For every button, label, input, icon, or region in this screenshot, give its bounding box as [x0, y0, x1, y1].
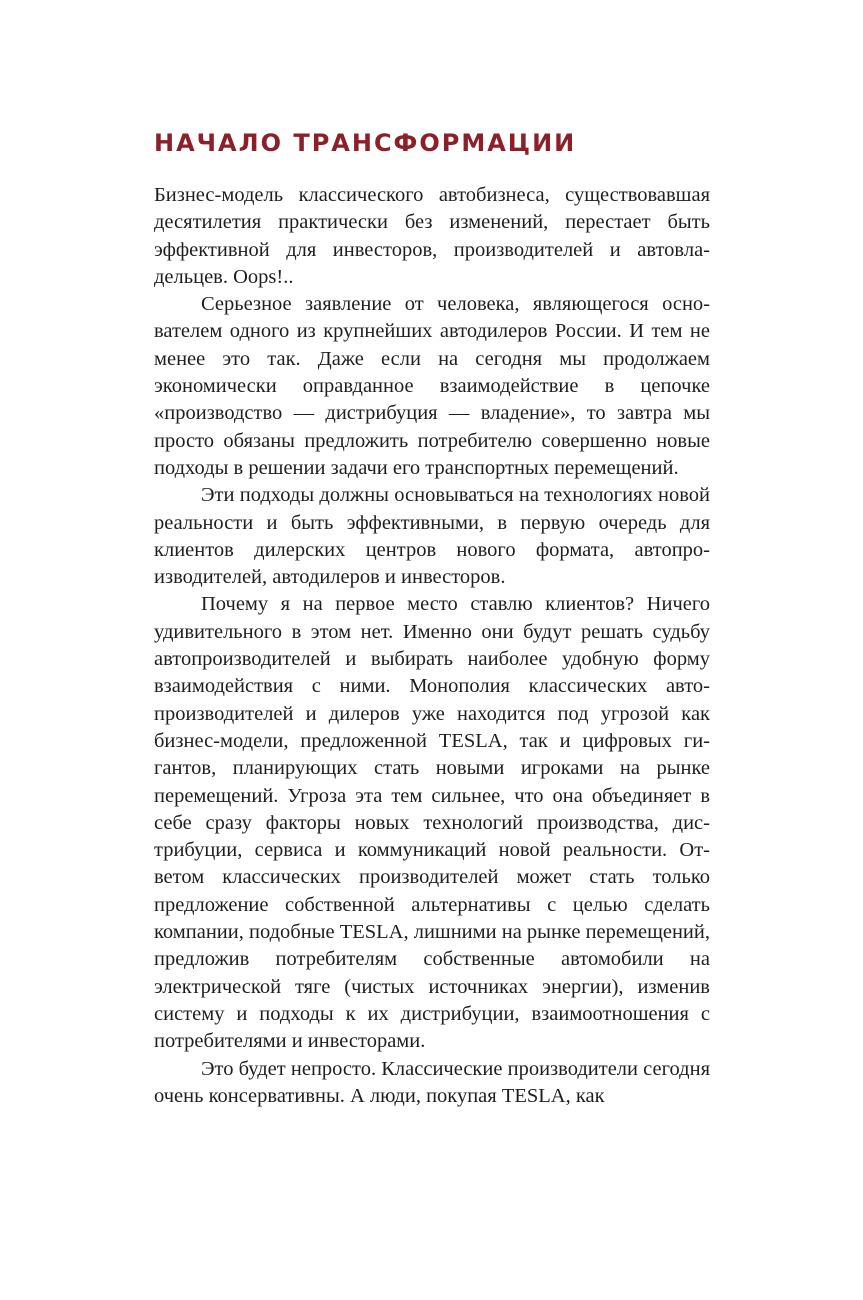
paragraph-2: Серьезное заявление от человека, являющегося основателем одного из крупнейших автодилеров России. И тем не менее это так. Даже если на сегодня мы продолжаем экономически оправданное взаимодействие в цепочке «производство — дистрибуция — владение», то завтра мы просто обязаны предложить потребителю совершенно новые подходы в решении задачи его транспортных перемещений.: [154, 293, 710, 479]
paragraph-5: Это будет непросто. Классические производители сегодня очень консервативны. А люди, покупая TESLA, как: [154, 1057, 710, 1107]
paragraph-4: Почему я на первое место ставлю клиентов? Ничего удивительного в этом нет. Именно они будут решать судьбу автопроизводителей и выбирать наиболее удобную форму взаимодействия с ними. Монополия классических автопроизводителей и дилеров уже находится под угрозой как бизнес-модели, предложенной TESLA, так и цифровых гигантов, планирующих стать новыми игроками на рынке перемещений. Угроза эта тем сильнее, что она объединяет в себе сразу факторы новых технологий производства, дистрибуции, сервиса и коммуникаций новой реальности. Ответом классических производителей может стать только предложение собственной альтернативы с целью сделать компании, подобные TESLA, лишними на рынке перемещений, предложив потребителям собственные автомобили на электрической тяге (чистых источниках энергии), изменив систему и подходы к их дистрибуции, взаимоотношения с потребителями и инвесторами.: [154, 593, 710, 1053]
body-text: [154, 182, 710, 1110]
paragraph-1: Бизнес-модель классического автобизнеса, существовавшая десятилетия практически без изменений, перестает быть эффективной для инвесторов, производителей и автовладельцев. Oops!..: [154, 184, 710, 288]
paragraph-3: Эти подходы должны основываться на технологиях новой реальности и быть эффективными, в первую очередь для клиентов дилерских центров нового формата, автопроизводителей, автодилеров и инвесторов.: [154, 484, 710, 589]
chapter-heading: НАЧАЛО ТРАНСФОРМАЦИИ: [154, 129, 577, 157]
